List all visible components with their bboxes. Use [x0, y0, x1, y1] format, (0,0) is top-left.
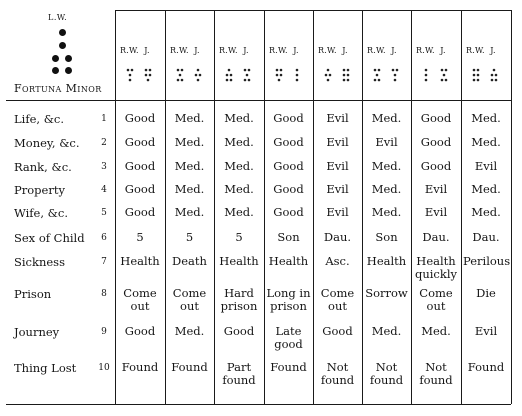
column-rule [461, 10, 462, 404]
row-label: Sex of Child [14, 231, 85, 245]
table-cell: Health [120, 254, 160, 268]
table-cell: Good [223, 324, 255, 338]
table-cell: Asc. [325, 254, 350, 268]
top-rule [115, 10, 511, 11]
table-cell: Med. [224, 111, 254, 125]
row-number: 4 [101, 185, 107, 195]
table-cell: Dau. [472, 230, 500, 244]
table-cell: Come out [123, 286, 157, 313]
table-cell: 5 [136, 230, 144, 244]
row-number: 10 [98, 363, 110, 373]
table-cell: Med. [371, 205, 402, 219]
table-cell: Evil [424, 205, 448, 219]
table-cell: Good [124, 324, 156, 338]
table-cell: Perilous [463, 254, 511, 268]
table-cell: Med. [471, 182, 501, 196]
table-cell: Med. [224, 182, 254, 196]
table-cell: Good [124, 111, 156, 125]
table-cell: Die [476, 286, 496, 300]
table-cell: Good [420, 159, 452, 173]
table-cell: Son [277, 230, 300, 244]
row-label: Money, &c. [14, 136, 80, 150]
row-label: Wife, &c. [14, 206, 69, 220]
row-number: 2 [101, 138, 107, 148]
table-cell: Evil [424, 182, 448, 196]
table-cell: Sorrow [365, 286, 408, 300]
table-cell: Good [273, 135, 304, 149]
figure-dot [52, 55, 59, 62]
table-cell: 5 [235, 230, 243, 244]
row-number: 9 [101, 327, 107, 337]
row-label: Rank, &c. [14, 160, 72, 174]
table-cell: Evil [474, 324, 498, 338]
table-cell: Good [273, 159, 304, 173]
table-cell: Med. [174, 111, 205, 125]
column-rule [411, 10, 412, 404]
table-cell: Come out [172, 286, 207, 313]
geomantic-glyph-icon [126, 68, 156, 88]
figure-dot [52, 67, 59, 74]
table-cell: Health [268, 254, 309, 268]
table-cell: Good [124, 182, 156, 196]
row-label: Property [14, 183, 65, 197]
table-cell: Med. [371, 324, 402, 338]
column-header-label: R.W. J. [120, 46, 150, 55]
row-number: 7 [101, 257, 107, 267]
table-cell: Death [172, 254, 207, 268]
bottom-rule [6, 404, 511, 405]
column-rule [511, 10, 512, 404]
table-cell: Hard prison [220, 286, 258, 313]
table-cell: Med. [471, 111, 501, 125]
table-cell: Found [270, 360, 307, 374]
table-cell: Not found [369, 360, 404, 387]
table-cell: Good [420, 135, 452, 149]
table-cell: Med. [174, 182, 205, 196]
table-cell: Evil [326, 135, 349, 149]
column-header-label: R.W. J. [269, 46, 299, 55]
table-cell: Health quickly [414, 254, 458, 281]
table-cell: Found [467, 360, 505, 374]
column-header-label: R.W. J. [170, 46, 200, 55]
table-cell: Not found [320, 360, 355, 387]
column-header-label: R.W. J. [466, 46, 496, 55]
column-rule [313, 10, 314, 404]
table-cell: Good [420, 111, 452, 125]
column-header-label: R.W. J. [416, 46, 446, 55]
row-number: 5 [101, 208, 107, 218]
table-cell: Evil [326, 205, 349, 219]
table-cell: Good [322, 324, 353, 338]
table-cell: Med. [371, 182, 402, 196]
table-cell: Come out [419, 286, 453, 313]
table-cell: 5 [185, 230, 194, 244]
geomantic-glyph-icon [176, 68, 206, 88]
row-label: Journey [14, 325, 60, 339]
table-cell: Med. [224, 205, 254, 219]
table-cell: Good [273, 182, 304, 196]
table-cell: Part found [222, 360, 256, 387]
table-cell: Evil [474, 159, 498, 173]
table-cell: Med. [471, 205, 501, 219]
column-rule [264, 10, 265, 404]
row-number: 8 [101, 289, 107, 299]
table-cell: Long in prison [266, 286, 311, 313]
column-rule [165, 10, 166, 404]
table-cell: Found [121, 360, 159, 374]
table-cell: Med. [174, 135, 205, 149]
table-cell: Med. [174, 159, 205, 173]
table-cell: Health [219, 254, 259, 268]
table-cell: Med. [371, 111, 402, 125]
figure-dot [65, 55, 72, 62]
table-cell: Dau. [422, 230, 450, 244]
geomantic-glyph-icon [275, 68, 305, 88]
header-rule [6, 100, 511, 101]
figure-dot [65, 67, 72, 74]
table-cell: Evil [326, 182, 349, 196]
table-cell: Good [124, 159, 156, 173]
table-cell: Found [171, 360, 208, 374]
column-rule [214, 10, 215, 404]
table-cell: Good [273, 111, 304, 125]
table-cell: Dau. [323, 230, 352, 244]
geomantic-glyph-icon [422, 68, 452, 88]
table-cell: Good [124, 135, 156, 149]
row-label: Thing Lost [14, 361, 77, 375]
column-header-label: R.W. J. [367, 46, 397, 55]
table-cell: Late good [274, 324, 303, 351]
row-number: 6 [101, 233, 107, 243]
table-cell: Son [375, 230, 398, 244]
table-cell: Health [366, 254, 407, 268]
table-cell: Med. [174, 324, 205, 338]
table-cell: Med. [224, 135, 254, 149]
geomantic-glyph-icon [472, 68, 502, 88]
table-cell: Good [273, 205, 304, 219]
column-header-label: R.W. J. [219, 46, 249, 55]
table-cell: Evil [375, 135, 398, 149]
figure-dot [59, 42, 66, 49]
row-label: Life, &c. [14, 112, 65, 126]
table-cell: Med. [224, 159, 254, 173]
table-cell: Med. [371, 159, 402, 173]
row-number: 3 [101, 162, 107, 172]
table-cell: Med. [471, 135, 501, 149]
table-cell: Med. [174, 205, 205, 219]
geomantic-glyph-icon [225, 68, 255, 88]
row-label: Sickness [14, 255, 65, 269]
table-cell: Evil [326, 111, 349, 125]
lw-label: L.W. [48, 13, 68, 22]
geomantic-glyph-icon [373, 68, 403, 88]
row-label: Prison [14, 287, 52, 301]
column-header-label: R.W. J. [318, 46, 348, 55]
geomantic-glyph-icon [324, 68, 354, 88]
table-cell: Not found [419, 360, 453, 387]
table-cell: Evil [326, 159, 349, 173]
table-cell: Good [124, 205, 156, 219]
table-cell: Come out [320, 286, 355, 313]
row-number: 1 [101, 114, 107, 124]
column-rule [362, 10, 363, 404]
figure-name: Fortuna Minor [14, 82, 102, 95]
table-cell: Med. [421, 324, 451, 338]
figure-dot [59, 29, 66, 36]
